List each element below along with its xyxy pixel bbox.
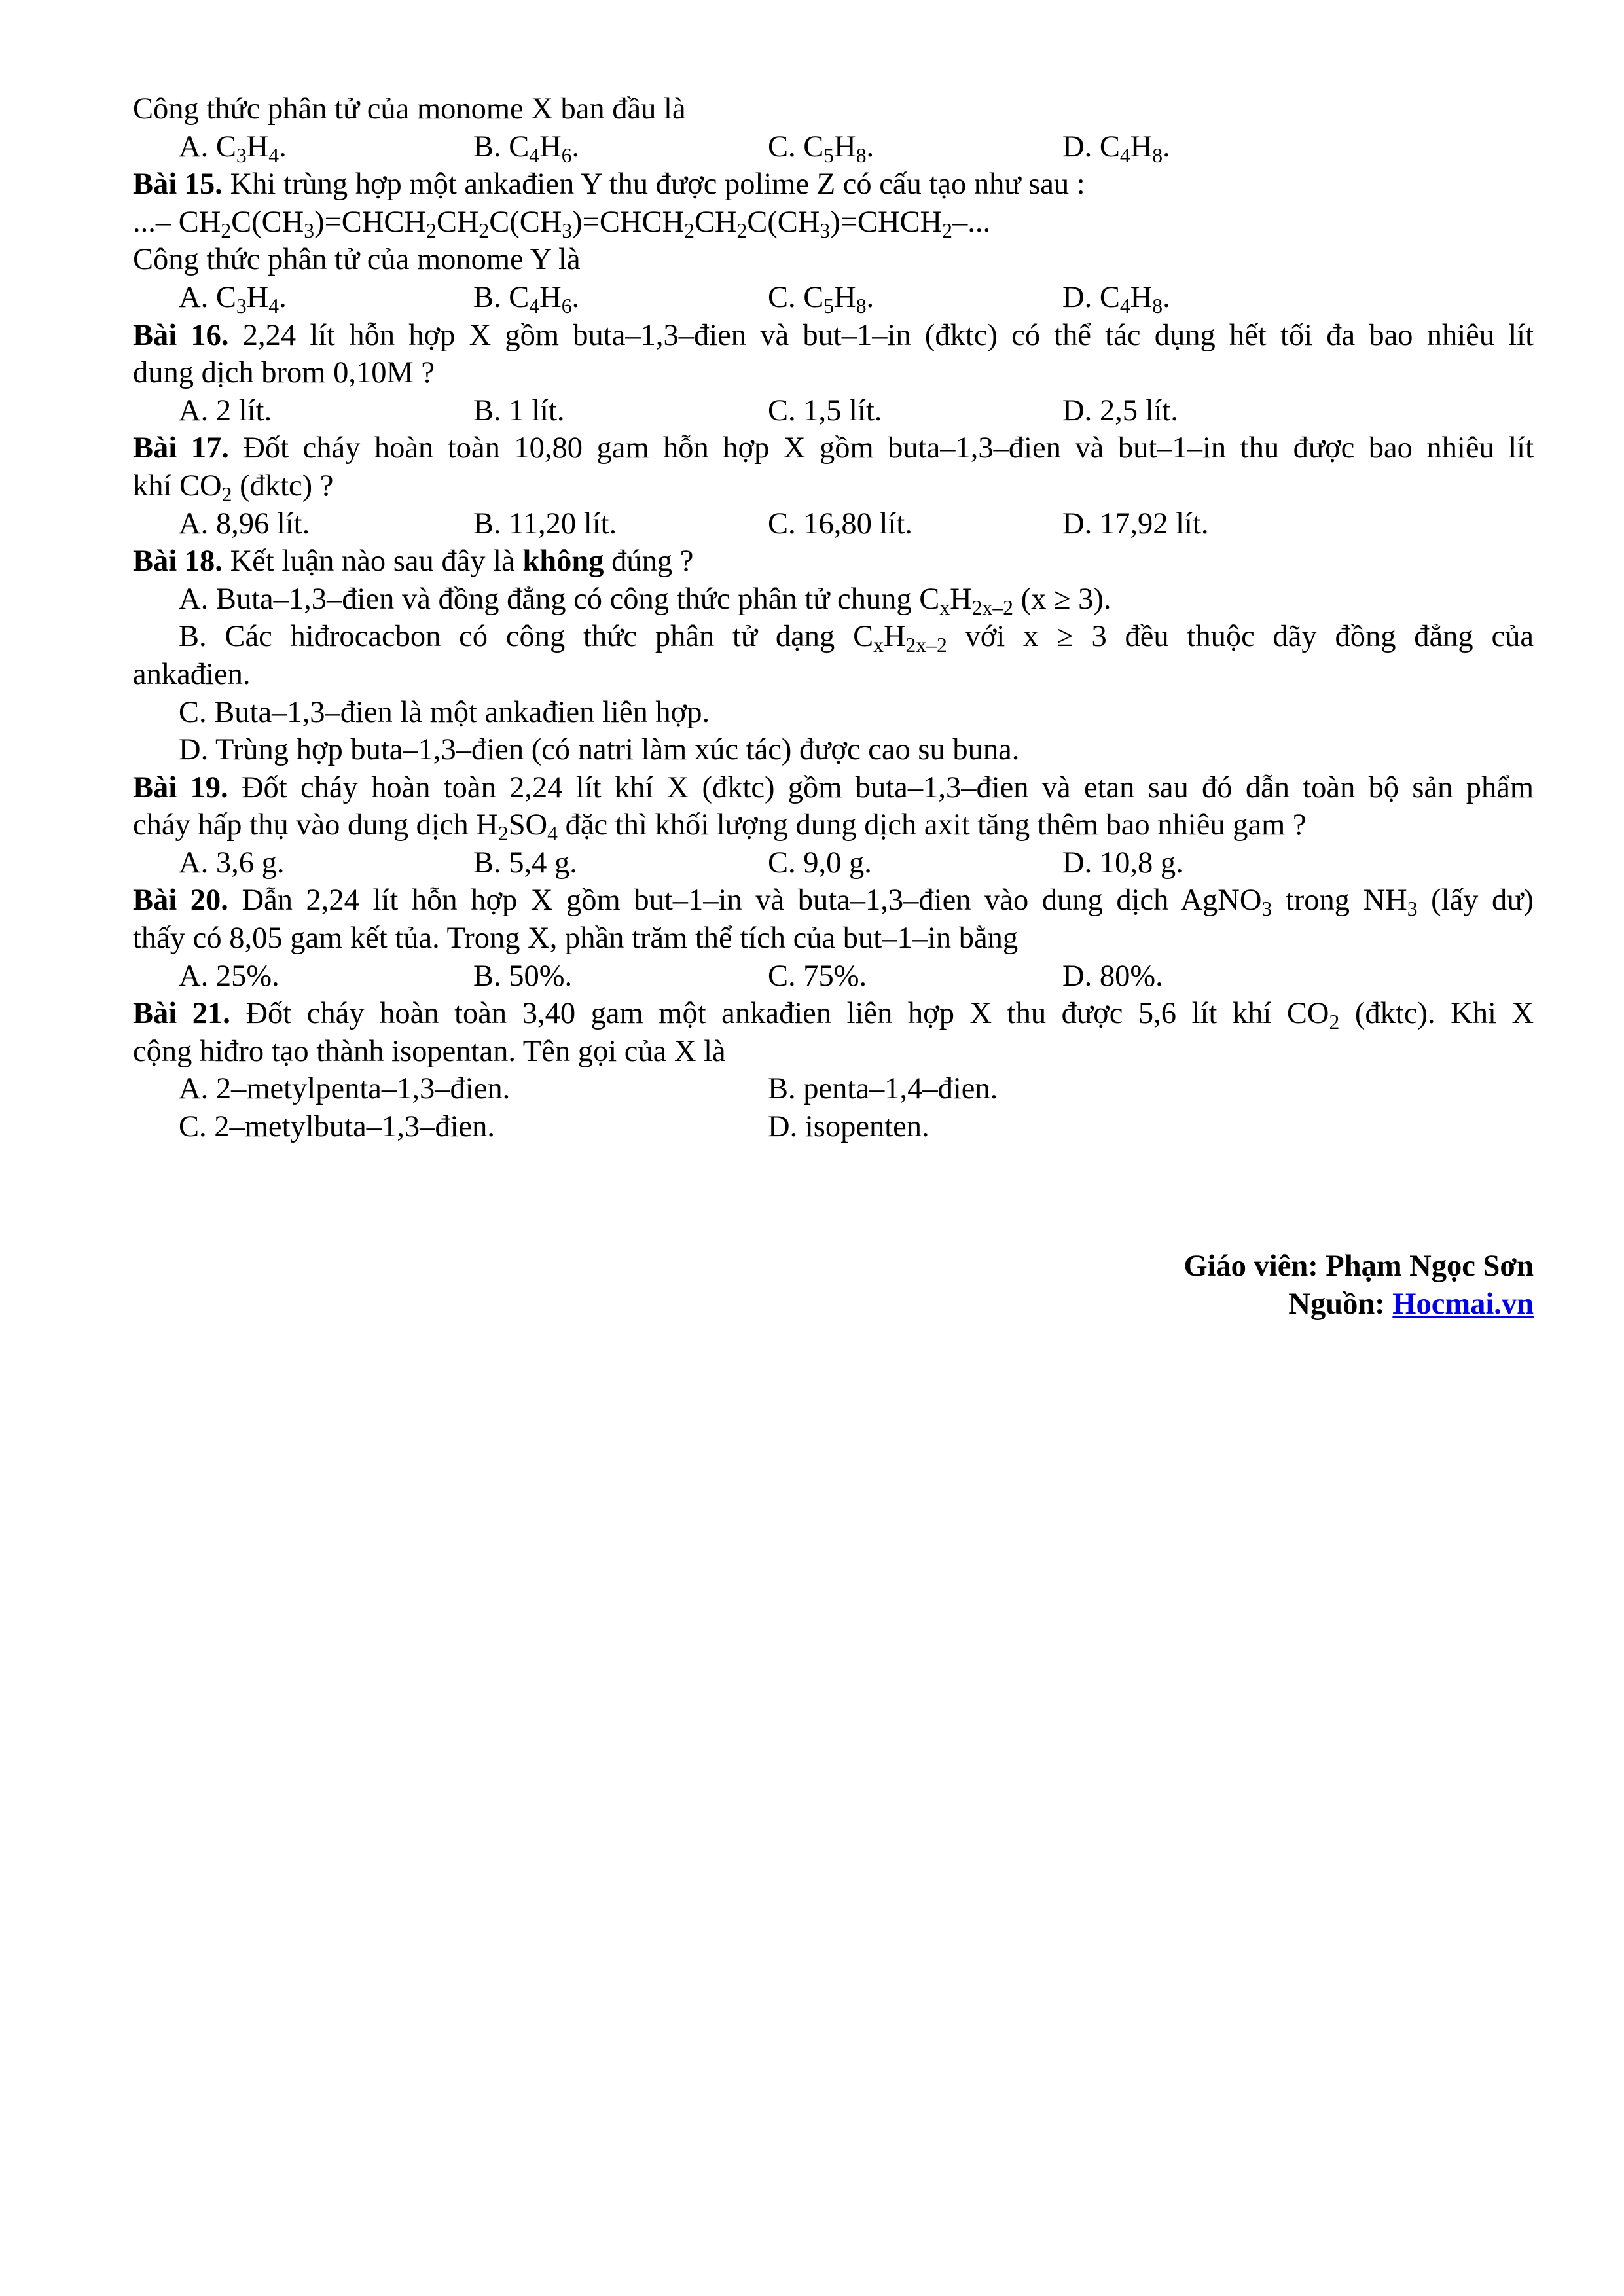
q18-stem-bold: không <box>522 545 604 579</box>
q18-stem-line <box>133 543 1534 581</box>
q19-option-c: C. 9,0 g. <box>768 846 872 880</box>
q20-option-a: A. 25%. <box>179 959 280 993</box>
q21-number: Bài 21. <box>133 997 230 1031</box>
q14-question <box>133 90 1534 128</box>
q19-stem-line-1 <box>133 769 1534 807</box>
q21-options-row-1 <box>133 1070 1534 1108</box>
q18-option-b-2: ankađien. <box>133 657 251 691</box>
q17-stem-line-2: khí $CO_2$ (đktc) ? <box>133 469 334 506</box>
q17-options <box>133 505 1534 543</box>
q20-number: Bài 20. <box>133 884 228 918</box>
q19-stem-line-2: cháy hấp thụ vào dung dịch $H_2SO_4$ đặc thì khối lượng dung dịch axit tăng thêm bao nhiêu gam ? <box>133 808 1307 846</box>
q14-options <box>133 128 1534 166</box>
q16-option-a: A. 2 lít. <box>179 393 272 427</box>
q19-number: Bài 19. <box>133 770 228 804</box>
q15-option-c: C. $C_5H_8$. <box>768 280 875 317</box>
q14-stem: Công thức phân tử của monome X ban đầu là <box>133 92 686 126</box>
q15-stem: Khi trùng hợp một ankađien Y thu được polime Z có cấu tạo như sau : <box>230 168 1085 202</box>
q21-options-row-2 <box>133 1108 1534 1146</box>
q17-stem-1: Đốt cháy hoàn toàn 10,80 gam hỗn hợp X gồm buta–1,3–đien và but–1–in thu được bao nhiêu lít <box>243 431 1534 465</box>
q18-option-c-text: C. Buta–1,3–đien là một ankađien liên hợp. <box>179 695 710 729</box>
q21-stem-1: Đốt cháy hoàn toàn 3,40 gam một ankađien liên hợp X thu được 5,6 lít khí $CO_2$ (đktc). Khi X <box>245 997 1534 1034</box>
q18-stem-pre: Kết luận nào sau đây là <box>230 545 515 579</box>
q15-question <box>133 241 1534 279</box>
source-link[interactable]: Hocmai.vn <box>1392 1287 1534 1321</box>
q20-option-b: B. 50%. <box>473 959 573 993</box>
q18-stem-post: đúng ? <box>611 545 694 579</box>
q21-stem-line-2 <box>133 1033 1534 1071</box>
q19-options <box>133 844 1534 882</box>
q17-option-d: D. 17,92 lít. <box>1062 507 1209 541</box>
q17-stem-line-1 <box>133 429 1534 467</box>
q18-option-d <box>133 731 1534 769</box>
q18-option-d-text: D. Trùng hợp buta–1,3–đien (có natri làm xúc tác) được cao su buna. <box>179 733 1020 767</box>
source-line <box>1183 1285 1534 1323</box>
signature-block <box>1183 1247 1534 1323</box>
q20-stem-line-2 <box>133 920 1534 958</box>
q21-option-d: D. isopenten. <box>768 1110 929 1144</box>
source-label: Nguồn: <box>1288 1287 1385 1321</box>
q16-stem-1: 2,24 lít hỗn hợp X gồm buta–1,3–đien và but–1–in (đktc) có thể tác dụng hết tối đa bao nhiêu lít <box>242 318 1534 352</box>
q16-options <box>133 392 1534 430</box>
q16-stem-line-2 <box>133 354 1534 392</box>
q16-option-d: D. 2,5 lít. <box>1062 393 1178 427</box>
q21-stem-line-1 <box>133 995 1534 1033</box>
q16-option-c: C. 1,5 lít. <box>768 393 882 427</box>
q15-option-b: B. $C_4H_6$. <box>473 280 580 317</box>
teacher-name: Giáo viên: Phạm Ngọc Sơn <box>1183 1249 1534 1283</box>
q20-option-d: D. 80%. <box>1062 959 1163 993</box>
q20-stem-2: thấy có 8,05 gam kết tủa. Trong X, phần trăm thể tích của but–1–in bằng <box>133 922 1019 956</box>
q14-option-a: A. $C_3H_4$. <box>179 130 287 167</box>
q18-number: Bài 18. <box>133 545 223 579</box>
q21-option-a: A. 2–metylpenta–1,3–đien. <box>179 1072 511 1106</box>
q15-number: Bài 15. <box>133 168 223 202</box>
q18-option-a: A. Buta–1,3–đien và đồng đẳng có công thức phân tử chung $C_xH_{2x-2}$ (x ≥ 3). <box>179 582 1111 619</box>
q16-stem-line-1 <box>133 317 1534 355</box>
q14-option-b: B. $C_4H_6$. <box>473 130 580 167</box>
q19-option-b: B. 5,4 g. <box>473 846 577 880</box>
q15-question-text: Công thức phân tử của monome Y là <box>133 243 581 277</box>
q20-stem-1: Dẫn 2,24 lít hỗn hợp X gồm but–1–in và buta–1,3–đien vào dung dịch AgNO$_3$ trong $NH_3$ (lấy dư) <box>242 884 1534 921</box>
q18-option-c <box>133 694 1534 732</box>
q15-option-d: D. $C_4H_8$. <box>1062 280 1170 317</box>
document-body <box>133 90 1534 1146</box>
q14-option-c: C. $C_5H_8$. <box>768 130 875 167</box>
q17-option-b: B. 11,20 lít. <box>473 507 617 541</box>
q19-option-a: A. 3,6 g. <box>179 846 285 880</box>
q18-option-b-line-2 <box>133 656 1534 694</box>
q15-structure: ...– $CH_2C(CH_3)=CHCH_2CH_2C(CH_3)=CHCH_2CH_2C(CH_3)=CHCH_2-$... <box>133 205 991 242</box>
q15-stem-line <box>133 166 1534 204</box>
q20-options <box>133 958 1534 996</box>
q16-option-b: B. 1 lít. <box>473 393 565 427</box>
q17-option-c: C. 16,80 lít. <box>768 507 912 541</box>
q19-stem-1: Đốt cháy hoàn toàn 2,24 lít khí X (đktc) gồm buta–1,3–đien và etan sau đó dẫn toàn bộ sản phẩm <box>241 770 1534 804</box>
q16-number: Bài 16. <box>133 318 229 352</box>
q15-option-a: A. $C_3H_4$. <box>179 280 287 317</box>
q21-option-c: C. 2–metylbuta–1,3–đien. <box>179 1110 496 1144</box>
q18-option-b-line-1: B. Các hiđrocacbon có công thức phân tử dạng $C_xH_{2x-2}$ với x ≥ 3 đều thuộc dãy đồng đẳng của <box>179 620 1534 657</box>
q21-stem-2: cộng hiđro tạo thành isopentan. Tên gọi của X là <box>133 1034 726 1068</box>
q19-option-d: D. 10,8 g. <box>1062 846 1183 880</box>
q20-stem-line-1 <box>133 882 1534 920</box>
q14-option-d: D. $C_4H_8$. <box>1062 130 1170 167</box>
q20-option-c: C. 75%. <box>768 959 867 993</box>
q16-stem-2: dung dịch brom 0,10M ? <box>133 356 435 390</box>
q21-option-b: B. penta–1,4–đien. <box>768 1072 998 1106</box>
q17-option-a: A. 8,96 lít. <box>179 507 310 541</box>
q15-options <box>133 279 1534 317</box>
q17-number: Bài 17. <box>133 431 229 465</box>
